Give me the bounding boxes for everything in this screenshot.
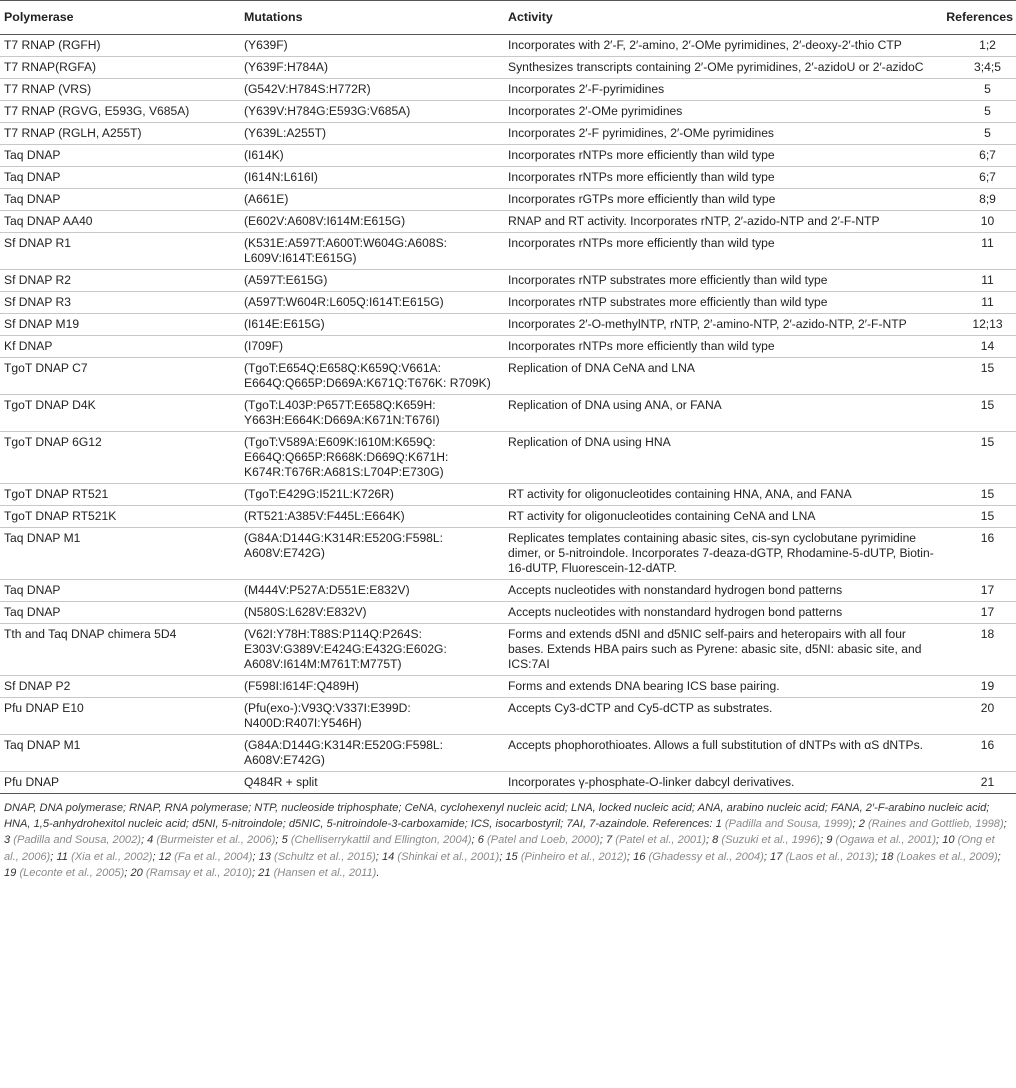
table-row [0,233,1016,270]
reference-number: 3 [4,834,11,847]
table-row [0,167,1016,189]
reference-number: 21 [258,866,271,879]
cell-activity: Forms and extends d5NI and d5NIC self-pairs and heteropairs with all four bases. Extends HBA pairs such as Pyrene: abasic site, d5NI: abasic site, and ICS:7AI [504,624,942,676]
header-polymerase: Polymerase [0,1,240,35]
reference-number: 15 [505,850,518,863]
header-references: References [942,1,1016,35]
reference-number: 18 [881,850,894,863]
cell-mutations: (G84A:D144G:K314R:E520G:F598L: A608V:E742G) [240,735,504,772]
cell-references: 15 [942,484,1016,506]
header-row [0,1,1016,35]
cell-references: 11 [942,292,1016,314]
reference-number: 8 [712,834,719,847]
cell-mutations: (A661E) [240,189,504,211]
cell-mutations: (A597T:W604R:L605Q:I614T:E615G) [240,292,504,314]
header-activity: Activity [504,1,942,35]
cell-activity: Replication of DNA CeNA and LNA [504,358,942,395]
cell-activity: Incorporates γ-phosphate-O-linker dabcyl derivatives. [504,772,942,794]
table-row [0,314,1016,336]
table-row [0,735,1016,772]
table-row [0,270,1016,292]
reference-number: 11 [56,850,68,863]
cell-references: 5 [942,101,1016,123]
cell-activity: Accepts Cy3-dCTP and Cy5-dCTP as substrates. [504,698,942,735]
cell-references: 1;2 [942,35,1016,57]
cell-polymerase: T7 RNAP (VRS) [0,79,240,101]
reference-entry: 8 (Suzuki et al., 1996); [712,834,824,847]
cell-references: 15 [942,358,1016,395]
table-row [0,432,1016,484]
cell-activity: Incorporates rNTPs more efficiently than wild type [504,336,942,358]
footnote-abbreviations: DNAP, DNA polymerase; RNAP, RNA polymerase; NTP, nucleoside triphosphate; CeNA, cyclohexenyl nucleic acid; LNA, locked nucleic acid; ANA, arabino nucleic acid; FANA, 2′-F-arabino nucleic acid; HNA, 1,5-anhydrohexitol nucleic acid; d5NI, 5-nitroindole; d5NIC, 5-nitroindole-3-carboxamide; ICS, isocarbostyril; 7AI, 7-azaindole. References: [4,802,990,831]
reference-citation-link[interactable]: (Laos et al., 2013) [785,850,875,863]
cell-polymerase: Pfu DNAP E10 [0,698,240,735]
reference-citation-link[interactable]: (Leconte et al., 2005) [19,866,125,879]
reference-citation-link[interactable]: (Burmeister et al., 2006) [156,834,276,847]
cell-mutations: (TgoT:V589A:E609K:I610M:K659Q: E664Q:Q665P:R668K:D669Q:K671H: K674R:T676R:A681S:L704P:E730G) [240,432,504,484]
table-row [0,145,1016,167]
reference-number: 10 [942,834,955,847]
reference-entry: 16 (Ghadessy et al., 2004); [633,850,767,863]
reference-citation-link[interactable]: (Ramsay et al., 2010) [145,866,252,879]
table-row [0,358,1016,395]
cell-polymerase: Taq DNAP [0,167,240,189]
reference-entry: 1 (Padilla and Sousa, 1999); [715,818,856,831]
cell-polymerase: Taq DNAP [0,602,240,624]
cell-polymerase: T7 RNAP (RGVG, E593G, V685A) [0,101,240,123]
reference-entry: 17 (Laos et al., 2013); [770,850,878,863]
cell-activity: Accepts nucleotides with nonstandard hydrogen bond patterns [504,580,942,602]
cell-mutations: (I614N:L616I) [240,167,504,189]
cell-references: 5 [942,123,1016,145]
cell-mutations: (A597T:E615G) [240,270,504,292]
cell-mutations: (Y639F) [240,35,504,57]
table-row [0,123,1016,145]
table-footnote [0,794,1016,881]
reference-citation-link[interactable]: (Hansen et al., 2011) [273,866,377,879]
table-row [0,211,1016,233]
reference-number: 13 [258,850,271,863]
cell-references: 15 [942,395,1016,432]
cell-polymerase: Taq DNAP [0,189,240,211]
reference-citation-link[interactable]: (Padilla and Sousa, 1999) [724,818,853,831]
table-body [0,35,1016,794]
reference-citation-link[interactable]: (Patel et al., 2001) [615,834,706,847]
cell-activity: Incorporates rNTPs more efficiently than wild type [504,233,942,270]
cell-mutations: (F598I:I614F:Q489H) [240,676,504,698]
cell-activity: Forms and extends DNA bearing ICS base pairing. [504,676,942,698]
table-row [0,395,1016,432]
table-row [0,676,1016,698]
cell-references: 17 [942,580,1016,602]
reference-entry: 5 (Chelliserrykattil and Ellington, 2004); [281,834,475,847]
reference-number: 14 [381,850,395,863]
reference-citation-link[interactable]: (Xia et al., 2002) [71,850,153,863]
cell-activity: Incorporates rNTPs more efficiently than wild type [504,167,942,189]
table-row [0,528,1016,580]
reference-citation-link[interactable]: (Pinheiro et al., 2012) [520,850,627,863]
cell-mutations: (I614K) [240,145,504,167]
table-row [0,772,1016,794]
reference-entry: 20 (Ramsay et al., 2010); [130,866,256,879]
reference-entry: 18 (Loakes et al., 2009); [881,850,1001,863]
cell-mutations: (E602V:A608V:I614M:E615G) [240,211,504,233]
reference-citation-link[interactable]: (Shinkai et al., 2001) [397,850,500,863]
cell-references: 19 [942,676,1016,698]
cell-references: 8;9 [942,189,1016,211]
cell-activity: Replicates templates containing abasic sites, cis-syn cyclobutane pyrimidine dimer, or 5-nitroindole. Incorporates 7-deaza-dGTP, Rhodamine-5-dUTP, Biotin-16-dUTP, Fluorescein-12-dATP. [504,528,942,580]
reference-number: 19 [4,866,17,879]
cell-references: 6;7 [942,145,1016,167]
reference-citation-link[interactable]: (Fa et al., 2004) [174,850,253,863]
cell-polymerase: Sf DNAP P2 [0,676,240,698]
cell-mutations: (M444V:P527A:D551E:E832V) [240,580,504,602]
cell-mutations: (Y639L:A255T) [240,123,504,145]
reference-entry: 4 (Burmeister et al., 2006); [147,834,279,847]
cell-activity: Incorporates rGTPs more efficiently than wild type [504,189,942,211]
reference-number: 6 [477,834,484,847]
table-row [0,57,1016,79]
cell-polymerase: Kf DNAP [0,336,240,358]
reference-citation-link[interactable]: (Ghadessy et al., 2004) [648,850,764,863]
cell-activity: RT activity for oligonucleotides containing CeNA and LNA [504,506,942,528]
reference-entry: 3 (Padilla and Sousa, 2002); [4,834,145,847]
cell-mutations: (TgoT:E654Q:E658Q:K659Q:V661A: E664Q:Q665P:D669A:K671Q:T676K: R709K) [240,358,504,395]
reference-entry: 12 (Fa et al., 2004); [158,850,256,863]
reference-citation-link[interactable]: (Raines and Gottlieb, 1998) [867,818,1004,831]
reference-number: 9 [826,834,833,847]
cell-polymerase: Sf DNAP R3 [0,292,240,314]
cell-polymerase: T7 RNAP (RGLH, A255T) [0,123,240,145]
cell-references: 3;4;5 [942,57,1016,79]
cell-mutations: (TgoT:L403P:P657T:E658Q:K659H: Y663H:E664K:D669A:K671N:T676I) [240,395,504,432]
reference-entry: 14 (Shinkai et al., 2001); [381,850,503,863]
cell-mutations: (Pfu(exo-):V93Q:V337I:E399D: N400D:R407I:Y546H) [240,698,504,735]
cell-polymerase: Taq DNAP M1 [0,528,240,580]
cell-references: 17 [942,602,1016,624]
cell-mutations: (RT521:A385V:F445L:E664K) [240,506,504,528]
table-row [0,506,1016,528]
table-row [0,624,1016,676]
cell-activity: Synthesizes transcripts containing 2′-OMe pyrimidines, 2′-azidoU or 2′-azidoC [504,57,942,79]
cell-activity: Incorporates rNTP substrates more efficiently than wild type [504,270,942,292]
cell-polymerase: Taq DNAP [0,145,240,167]
cell-activity: Incorporates rNTPs more efficiently than wild type [504,145,942,167]
cell-activity: Incorporates with 2′-F, 2′-amino, 2′-OMe pyrimidines, 2′-deoxy-2′-thio CTP [504,35,942,57]
reference-entry: 9 (Ogawa et al., 2001); [826,834,940,847]
cell-references: 10 [942,211,1016,233]
cell-mutations: (V62I:Y78H:T88S:P114Q:P264S: E303V:G389V:E424G:E432G:E602G: A608V:I614M:M761T:M775T) [240,624,504,676]
reference-citation-link[interactable]: (Schultz et al., 2015) [274,850,376,863]
reference-citation-link[interactable]: (Ogawa et al., 2001) [835,834,937,847]
cell-activity: Incorporates 2′-OMe pyrimidines [504,101,942,123]
table-header [0,1,1016,35]
reference-entry: 6 (Patel and Loeb, 2000); [477,834,603,847]
cell-mutations: Q484R + split [240,772,504,794]
reference-number: 1 [715,818,722,831]
cell-activity: Accepts phophorothioates. Allows a full substitution of dNTPs with αS dNTPs. [504,735,942,772]
reference-number: 20 [130,866,143,879]
cell-polymerase: Taq DNAP AA40 [0,211,240,233]
reference-citation-link[interactable]: (Chelliserrykattil and Ellington, 2004) [290,834,472,847]
cell-polymerase: T7 RNAP (RGFH) [0,35,240,57]
table-row [0,101,1016,123]
reference-entry: 21 (Hansen et al., 2011). [258,866,380,879]
reference-number: 2 [858,818,865,831]
reference-entry: 7 (Patel et al., 2001); [606,834,710,847]
cell-activity: Replication of DNA using ANA, or FANA [504,395,942,432]
header-mutations: Mutations [240,1,504,35]
cell-mutations: (Y639V:H784G:E593G:V685A) [240,101,504,123]
cell-references: 12;13 [942,314,1016,336]
table-row [0,602,1016,624]
cell-activity: Replication of DNA using HNA [504,432,942,484]
cell-polymerase: T7 RNAP(RGFA) [0,57,240,79]
reference-entry: 2 (Raines and Gottlieb, 1998); [858,818,1007,831]
cell-activity: Incorporates rNTP substrates more efficiently than wild type [504,292,942,314]
table-row [0,484,1016,506]
cell-polymerase: Pfu DNAP [0,772,240,794]
cell-polymerase: TgoT DNAP C7 [0,358,240,395]
reference-entry: 15 (Pinheiro et al., 2012); [505,850,630,863]
cell-references: 18 [942,624,1016,676]
cell-references: 6;7 [942,167,1016,189]
cell-polymerase: TgoT DNAP 6G12 [0,432,240,484]
cell-references: 11 [942,270,1016,292]
reference-number: 5 [281,834,288,847]
reference-citation-link[interactable]: (Loakes et al., 2009) [896,850,998,863]
cell-references: 5 [942,79,1016,101]
cell-references: 20 [942,698,1016,735]
cell-activity: Incorporates 2′-O-methylNTP, rNTP, 2′-amino-NTP, 2′-azido-NTP, 2′-F-NTP [504,314,942,336]
reference-entry: 19 (Leconte et al., 2005); [4,866,128,879]
cell-references: 15 [942,432,1016,484]
reference-entry: 11 (Xia et al., 2002); [56,850,156,863]
cell-references: 16 [942,528,1016,580]
reference-citation-link[interactable]: (Ong et al., 2006) [4,834,995,863]
cell-polymerase: TgoT DNAP RT521 [0,484,240,506]
cell-activity: Incorporates 2′-F-pyrimidines [504,79,942,101]
cell-mutations: (G84A:D144G:K314R:E520G:F598L: A608V:E742G) [240,528,504,580]
table-row [0,35,1016,57]
table-row [0,336,1016,358]
reference-number: 12 [158,850,172,863]
cell-references: 16 [942,735,1016,772]
cell-activity: RT activity for oligonucleotides containing HNA, ANA, and FANA [504,484,942,506]
cell-polymerase: Sf DNAP R2 [0,270,240,292]
cell-mutations: (TgoT:E429G:I521L:K726R) [240,484,504,506]
reference-number: 16 [633,850,646,863]
cell-references: 15 [942,506,1016,528]
cell-mutations: (K531E:A597T:A600T:W604G:A608S: L609V:I614T:E615G) [240,233,504,270]
reference-number: 17 [770,850,783,863]
cell-mutations: (G542V:H784S:H772R) [240,79,504,101]
cell-references: 11 [942,233,1016,270]
table-row [0,292,1016,314]
cell-polymerase: Taq DNAP M1 [0,735,240,772]
cell-polymerase: TgoT DNAP RT521K [0,506,240,528]
cell-mutations: (N580S:L628V:E832V) [240,602,504,624]
reference-citation-link[interactable]: (Patel and Loeb, 2000) [486,834,600,847]
cell-polymerase: Sf DNAP R1 [0,233,240,270]
cell-activity: RNAP and RT activity. Incorporates rNTP, 2′-azido-NTP and 2′-F-NTP [504,211,942,233]
cell-mutations: (I709F) [240,336,504,358]
cell-references: 21 [942,772,1016,794]
cell-polymerase: Tth and Taq DNAP chimera 5D4 [0,624,240,676]
table-row [0,698,1016,735]
reference-number: 7 [606,834,613,847]
cell-polymerase: Taq DNAP [0,580,240,602]
table-row [0,79,1016,101]
cell-activity: Accepts nucleotides with nonstandard hydrogen bond patterns [504,602,942,624]
cell-references: 14 [942,336,1016,358]
table-row [0,580,1016,602]
reference-citation-link[interactable]: (Suzuki et al., 1996) [721,834,821,847]
reference-number: 4 [147,834,154,847]
table-row [0,189,1016,211]
reference-entry: 10 (Ong et al., 2006); [4,834,995,863]
cell-activity: Incorporates 2′-F pyrimidines, 2′-OMe pyrimidines [504,123,942,145]
reference-citation-link[interactable]: (Padilla and Sousa, 2002) [13,834,141,847]
reference-entry: 13 (Schultz et al., 2015); [258,850,379,863]
cell-mutations: (I614E:E615G) [240,314,504,336]
cell-mutations: (Y639F:H784A) [240,57,504,79]
cell-polymerase: Sf DNAP M19 [0,314,240,336]
cell-polymerase: TgoT DNAP D4K [0,395,240,432]
